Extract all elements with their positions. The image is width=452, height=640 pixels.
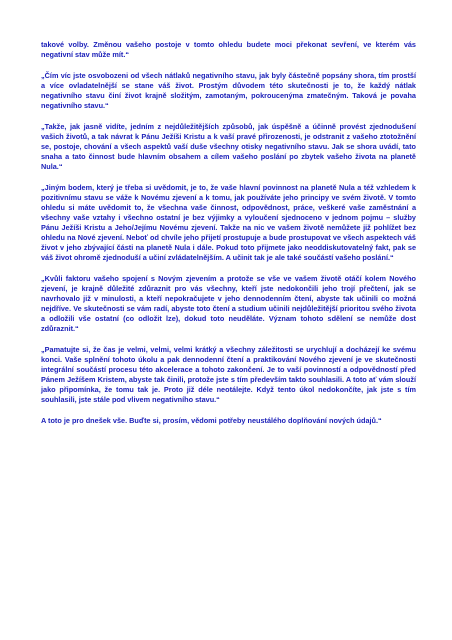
paragraph-6: „Pamatujte si, že čas je velmi, velmi, velmi krátký a všechny záležitosti se urychlují a docházejí ke svému konci. Vaše splnění tohoto úkolu a pak dennodenní čtení a praktikování Nového zjevení je ve skutečnosti integrální součástí procesu této akcelerace a tohoto zakončení. Je to vaší povinností a odpovědností před Pánem Ježíšem Kristem, abyste tak činili, protože jste s tím především takto souhlasili. A toto ať vám slouží jako připomínka, že tomu tak je. Proto již déle neotálejte. Když tento úkol nedokončíte, jak jste s tím souhlasili, jste stále pod vlivem negativního stavu.“ [41,345,416,404]
paragraph-7: A toto je pro dnešek vše. Buďte si, prosím, vědomi potřeby neustálého doplňování nových údajů.“ [41,416,382,425]
paragraph-3: „Takže, jak jasně vidíte, jedním z nejdůležitějších způsobů, jak úspěšně a účinně provést zjednodušení vašich životů, a tak návrat k Pánu Ježíši Kristu a k vaší pravé přirozenosti, je odstranit z vašeho ztotožnění se, postoje, chování a všech aspektů vaší duše všechny otisky negativního stavu. Jak se shora uvádí, tato snaha a tato činnost bude hlavním obsahem a cílem vašeho poslání po zbytek vašeho života na planetě Nula.“ [41,122,416,171]
paragraph-1: takové volby. Změnou vašeho postoje v tomto ohledu budete moci překonat sevření, ve kterém vás negativní stav může mít.“ [41,40,416,59]
paragraph-5: „Kvůli faktoru vašeho spojení s Novým zjevením a protože se vše ve vašem životě otáčí kolem Nového zjevení, je krajně důležité zdůraznit pro vás všechny, kteří jste nedokončili jeho trojí přečtení, jak se navrhovalo již v minulosti, a kteří nepokračujete v jeho dennodenním čtení, abyste tak učinili co možná nejdříve. Ve skutečnosti se vám radí, abyste toto čtení a studium učinili nejdůležitější prioritou svého života a odložili vše ostatní (co odložit lze), dokud toto neuděláte. Význam tohoto sdělení se nemůže dost zdůraznit.“ [41,274,416,333]
paragraph-2: „Čím víc jste osvobozeni od všech nátlaků negativního stavu, jak byly částečně popsány shora, tím prostší a více ovladatelnější se stane váš život. Prostým důvodem této skutečnosti je to, že každý nátlak negativního stavu činí život krajně složitým, zamotaným, pokroucenýma zmatečným. Taková je povaha negativního stavu.“ [41,71,416,110]
document-page [41,40,416,437]
paragraph-4: „Jiným bodem, který je třeba si uvědomit, je to, že vaše hlavní povinnost na planetě Nula a též vzhledem k pozitivnímu stavu se váže k Novému zjevení a k tomu, jak používáte jeho principy ve svém životě. V tomto ohledu si máte uvědomit to, že všechna vaše činnost, odpovědnost, práce, veškeré vaše zaměstnání a všechny vaše vztahy i všechno ostatní je bez výjimky a vyloučení sjednoceno v jednom pojmu – služby Pánu Ježíši Kristu a Jeho/Jejímu Novému zjevení. Takže na nic ve vašem životě nemůžete již pohlížet bez ohledu na Nové zjevení. Neboť od chvíle jeho přijetí prostupuje a bude prostupovat ve všech aspektech váš život v jeho zbývající části na planetě Nula i dále. Pokud toto přijmete jako neoddiskutovatelný fakt, pak se váš život ohromě zjednoduší a učiní zvládatelnějším. A učinit tak je ale také součástí vašeho poslání.“ [41,183,416,262]
